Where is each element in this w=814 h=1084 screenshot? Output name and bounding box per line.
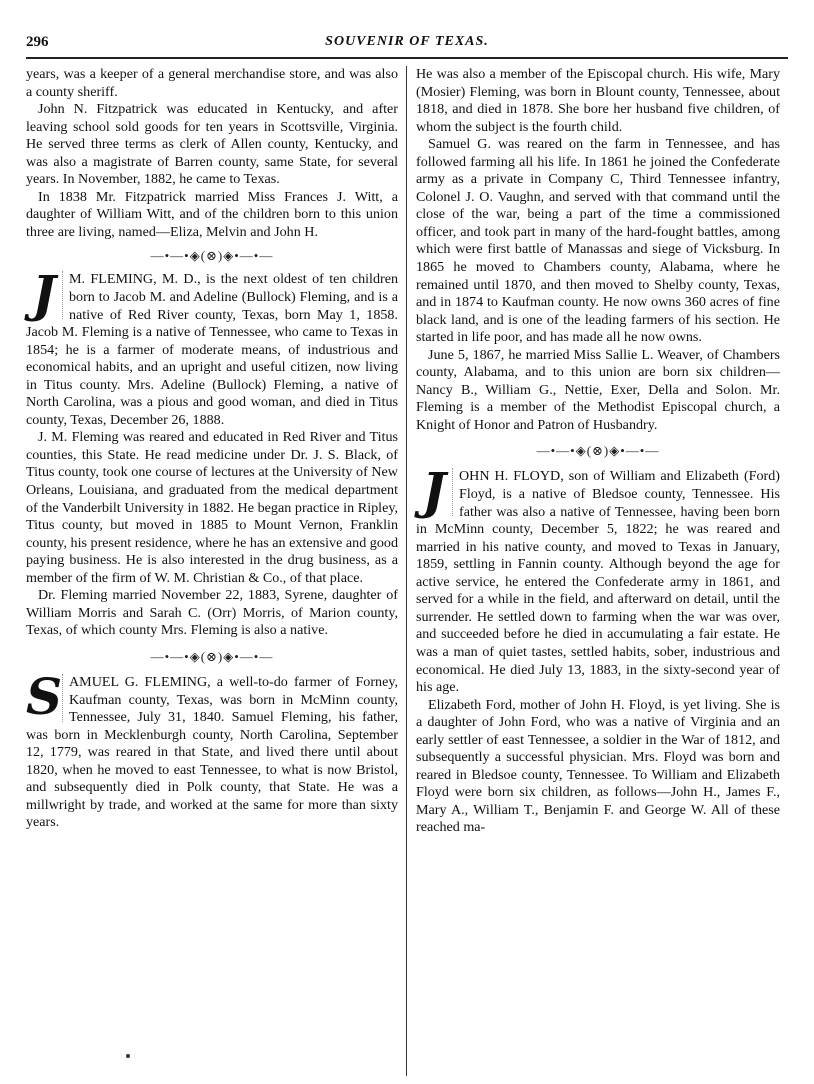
section-ornament: —•—•◈(⊗)◈•—•— xyxy=(150,248,274,264)
paragraph: Samuel G. was reared on the farm in Tennessee, and has followed farming all his life. In 1861 he joined the Confederate army as a private in Company C, Third Tennessee infantry, Colonel J. O. Vaughn, and served with that command until the close of the war, being a part of the time a commissioned officer, and took part in many of the hard-fought battles, among which were first battle of Manassas and siege of Vicksburg. In 1865 he moved to Chambers county, Alabama, where he remained until 1870, and then moved to Shelby county, Texas, and in 1874 to Kaufman county. He now owns 360 acres of fine black land, and is one of the leading farmers of his section. He started in life poor, and has made all he now owns. xyxy=(416,136,780,346)
left-column xyxy=(26,66,398,832)
paragraph: June 5, 1867, he married Miss Sallie L. Weaver, of Chambers county, Alabama, and to this union are born six children—Nancy B., William G., Nettie, Exer, Della and Solon. Mr. Fleming is a member of the Methodist Episcopal church, a Knight of Honor and Patron of Husbandry. xyxy=(416,346,780,433)
page-header xyxy=(26,30,788,54)
paragraph: He was also a member of the Episcopal church. His wife, Mary (Mosier) Fleming, was born in Blount county, Tennessee, about 1818, and died in 1878. She bore her husband five children, of whom the subject is the fourth child. xyxy=(416,66,780,135)
biography-fleming-samuel xyxy=(26,666,398,832)
paragraph: AMUEL G. FLEMING, a well-to-do farmer of Forney, Kaufman county, Texas, was born in McMinn county, Tennessee, July 31, 1840. Samuel Fleming, his father, was born in Mecklenburgh county, North Carolina, September 12, 1779, was reared in that State, and lived there until about 1820, when he moved to east Tennessee, to what is now Bristol, and subsequently died in Polk county, that State. He was a millwright by trade, and worked at the same for more than sixty years. xyxy=(26,673,398,831)
drop-cap-initial: J xyxy=(26,271,63,319)
page-number: 296 xyxy=(26,34,49,50)
paragraph: Dr. Fleming married November 22, 1883, Syrene, daughter of William Morris and Sarah C. (Orr) Morris, of Marion county, Texas, of which county Mrs. Fleming is also a native. xyxy=(26,587,398,639)
paragraph: years, was a keeper of a general merchandise store, and was also a county sheriff. xyxy=(26,66,398,100)
column-divider xyxy=(406,66,407,1076)
paragraph: M. FLEMING, M. D., is the next oldest of ten children born to Jacob M. and Adeline (Bullock) Fleming, and is a native of Red River county, Texas, born May 1, 1858. Jacob M. Fleming is a native of Tennessee, who came to Texas in 1854; he is a farmer of moderate means, of industrious and economical habits, and an upright and useful citizen, now living in Titus county. Mrs. Adeline (Bullock) Fleming, a native of North Carolina, was a pious and good woman, and died in Titus county, Texas, December 26, 1888. xyxy=(26,271,398,428)
paragraph: OHN H. FLOYD, son of William and Elizabeth (Ford) Floyd, is a native of Bledsoe county, Tennessee. His father was also a native of Tennessee, having been born in McMinn county, December 5, 1822; he was reared and married in his native county, and moved to Texas in January, 1859, settling in Fannin county. Although beyond the age for active service, he entered the Confederate army in 1861, and served for a while in the field, and afterward on detail, until the surrender. He settled down to farming when the war was over, and succeeded before he died in accumulating a fair estate. He was a man of quiet tastes, settled habits, sober, industrious and economical. He died July 13, 1883, in the sixty-second year of his age. xyxy=(416,468,780,696)
section-ornament: —•—•◈(⊗)◈•—•— xyxy=(150,648,274,664)
print-speck xyxy=(126,1054,130,1058)
paragraph: In 1838 Mr. Fitzpatrick married Miss Frances J. Witt, a daughter of William Witt, and of the children born to this union three are living, named—Eliza, Melvin and John H. xyxy=(26,188,398,240)
biography-fleming-jm xyxy=(26,264,398,639)
right-column xyxy=(416,66,780,837)
biography-floyd xyxy=(416,461,780,836)
section-ornament: —•—•◈(⊗)◈•—•— xyxy=(536,443,660,459)
drop-cap-initial: J xyxy=(416,468,453,516)
running-title: SOUVENIR OF TEXAS. xyxy=(325,34,489,49)
header-rule xyxy=(26,57,788,59)
paragraph: John N. Fitzpatrick was educated in Kentucky, and after leaving school sold goods for ten years in Scottsville, Virginia. He served three terms as clerk of Allen county, Kentucky, and was also a magistrate of Barren county, same State, for several years. In November, 1882, he came to Texas. xyxy=(26,101,398,188)
paragraph: Elizabeth Ford, mother of John H. Floyd, is yet living. She is a daughter of John Ford, who was a native of Virginia and an early settler of east Tennessee, a soldier in the War of 1812, and subsequently a successful physician. Mrs. Floyd was born and reared in Bledsoe county, Tennessee. To William and Elizabeth Floyd were born six children, as follows—John H., James F., Mary A., William T., Benjamin F. and George W. All of these reached ma- xyxy=(416,696,780,836)
paragraph: J. M. Fleming was reared and educated in Red River and Titus counties, this State. He read medicine under Dr. J. S. Black, of Titus county, took one course of lectures at the University of New Orleans, Louisiana, and graduated from the medical department of the Vanderbilt University in 1882. He began practice in Ripley, Titus county, but moved in 1885 to Mount Vernon, Franklin county, his present residence, where he has an extensive and good paying business. He is also interested in the drug business, as a member of the firm of W. M. Christian & Co., of that place. xyxy=(26,429,398,586)
drop-cap-initial: S xyxy=(26,666,63,726)
